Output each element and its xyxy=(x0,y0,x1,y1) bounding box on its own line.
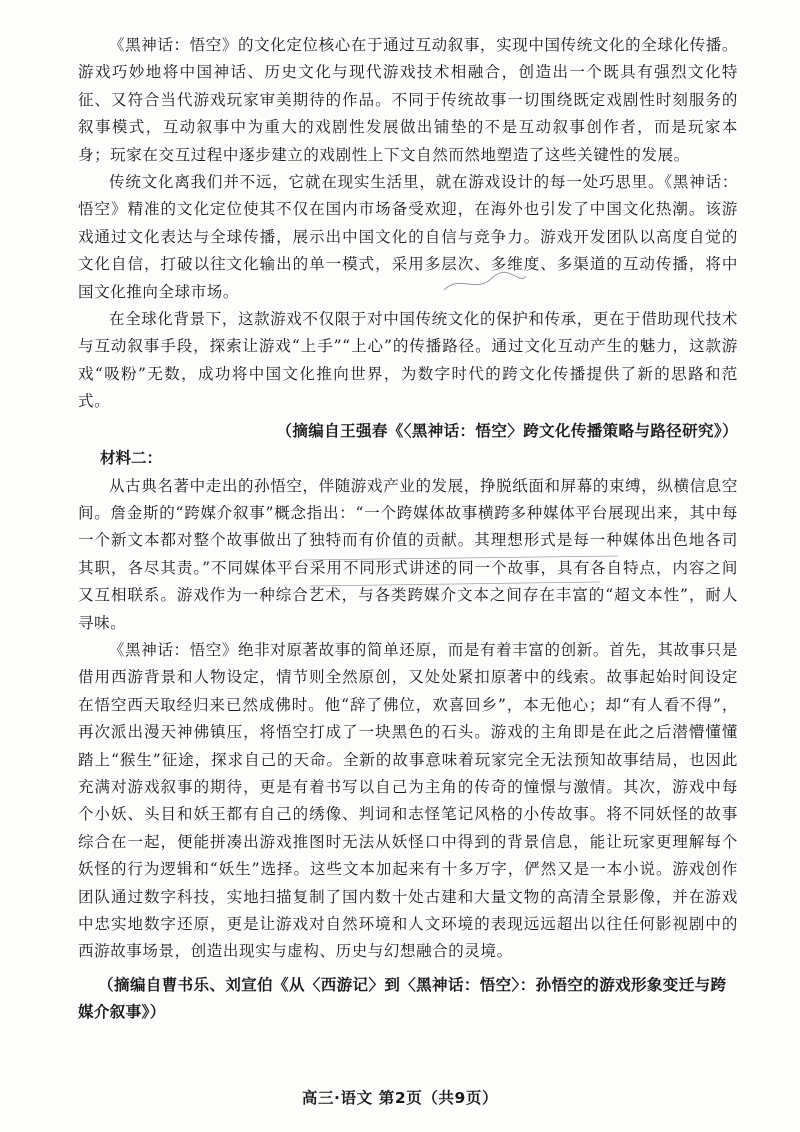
material-one-paragraph-2: 传统文化离我们并不远，它就在现实生活里，就在游戏设计的每一处巧思里。《黑神话：悟空》精准的文化定位使其不仅在国内市场备受欢迎，在海外也引发了中国文化热潮。该游戏通过文化表达与全球传播，展示出中国文化的自信与竞争力。游戏开发团队以高度自觉的文化自信，打破以往文化输出的单一模式，采用多层次、多维度、多渠道的互动传播，将中国文化推向全球市场。 xyxy=(78,173,738,301)
material-two-paragraph-2: 《黑神话：悟空》绝非对原著故事的简单还原，而是有着丰富的创新。首先，其故事只是借用西游背景和人物设定，情节则全然原创，又处处紧扣原著中的线索。故事起始时间设定在悟空西天取经归来已然成佛时。他“辞了佛位，欢喜回乡”，本无他心；却“有人看不得”，再次派出漫天神佛镇压，将悟空打成了一块黑色的石头。游戏的主角即是在此之后潜懵懂懂踏上“猴生”征途，探求自己的天命。全新的故事意味着玩家完全无法预知故事结局，也因此充满对游戏叙事的期待，更是有着书写以自己为主角的传奇的憧憬与激情。其次，游戏中每个小妖、头目和妖王都有自己的绣像、判词和志怪笔记风格的小传故事。将不同妖怪的故事综合在一起，便能拼凑出游戏推图时无法从妖怪口中得到的背景信息，能让玩家更理解每个妖怪的行为逻辑和“妖生”选择。这些文本加起来有十多万字，俨然又是一本小说。游戏创作团队通过数字科技，实地扫描复制了国内数十处古建和大量文物的高清全景影像，并在游戏中忠实地数字还原，更是让游戏对自然环境和人文环境的表现远远超出以往任何影视剧中的西游故事场景，创造出现实与虚构、历史与幻想融合的灵境。 xyxy=(78,640,738,961)
material-two-source: （摘编自曹书乐、刘宣伯《从〈西游记〉到〈黑神话：悟空〉：孙悟空的游戏形象变迁与跨媒介叙事》） xyxy=(78,975,727,1022)
material-two-paragraph-1: 从古典名著中走出的孙悟空，伴随游戏产业的发展，挣脱纸面和屏幕的束缚，纵横信息空间。詹金斯的“跨媒介叙事”概念指出：“一个跨媒体故事横跨多种媒体平台展现出来，其中每一个新文本都对整个故事做出了独特而有价值的贡献。其理想形式是每一种媒体出色地各司其职，各尽其责。”不同媒体平台采用不同形式讲述的同一个故事，具有各自特点，内容之间又互相联系。游戏作为一种综合艺术，与各类跨媒介文本之间存在丰富的“超文本性”，耐人寻味。 xyxy=(78,476,738,632)
material-one-paragraph-1: 《黑神话：悟空》的文化定位核心在于通过互动叙事，实现中国传统文化的全球化传播。游戏巧妙地将中国神话、历史文化与现代游戏技术相融合，创造出一个既具有强烈文化特征、又符合当代游戏玩家审美期待的作品。不同于传统故事一切围绕既定戏剧性时刻服务的叙事模式，互动叙事中为重大的戏剧性发展做出铺垫的不是互动叙事创作者，而是玩家本身；玩家在交互过程中逐步建立的戏剧性上下文自然而然地塑造了这些关键性的发展。 xyxy=(78,36,738,164)
material-one-paragraph-3: 在全球化背景下，这款游戏不仅限于对中国传统文化的保护和传承，更在于借助现代技术与互动叙事手段，探索让游戏“上手”“上心”的传播路径。通过文化互动产生的魅力，这款游戏“吸粉”无数，成功将中国文化推向世界，为数字时代的跨文化传播提供了新的思路和范式。 xyxy=(78,310,738,411)
page-footer: 高三·语文 第2页（共9页） xyxy=(301,1089,499,1107)
material-one-source: （摘编自王强春《〈黑神话：悟空〉跨文化传播策略与路径研究》） xyxy=(276,421,738,440)
page-content xyxy=(78,32,738,1027)
material-two-title: 材料二： xyxy=(100,449,163,468)
